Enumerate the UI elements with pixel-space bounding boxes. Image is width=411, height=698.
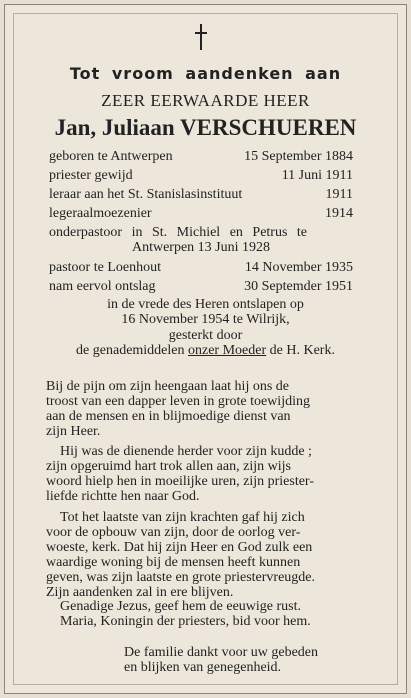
paragraph-line: Zijn aandenken zal in ere blijven. [46, 585, 234, 600]
event-date: 30 Septemder 1951 [244, 279, 353, 294]
event-label: geboren te Antwerpen [49, 149, 173, 164]
paragraph-line: geven, was zijn laatste en grote priestervreugde. [46, 570, 316, 585]
paragraph-line: Tot het laatste van zijn krachten gaf hij zich [60, 510, 305, 525]
paragraph-line: woord hielp hen in moeilijke uren, zijn priester- [46, 474, 314, 489]
prayer-line: Maria, Koningin der priesters, bid voor hem. [60, 614, 311, 629]
event-date: 15 September 1884 [244, 149, 353, 164]
event-row [49, 206, 353, 222]
paragraph-line: woeste, kerk. Dat hij zijn Heer en God zulk een [46, 540, 313, 555]
death-line: in de vrede des Heren ontslapen op [107, 297, 304, 312]
death-line: 16 November 1954 te Wilrijk, [121, 312, 290, 327]
event-date: 1914 [325, 206, 353, 221]
event-label: nam eervol ontslag [49, 279, 156, 294]
paragraph-line: waardige woning bij de mensen heeft kunnen [46, 555, 301, 570]
sacraments-line [0, 343, 411, 359]
event-date: 1911 [325, 187, 353, 202]
event-row [49, 149, 353, 165]
paragraph-line: troost van een dapper leven in grote toewijding [46, 394, 310, 409]
event-label: pastoor te Loenhout [49, 260, 161, 275]
event-row [49, 225, 353, 241]
paragraph-line: Bij de pijn om zijn heengaan laat hij ons de [46, 379, 289, 394]
event-row [49, 187, 353, 203]
paragraph-line: voor de opbouw van zijn, door de oorlog ver- [46, 525, 301, 540]
event-label: Antwerpen 13 Juni 1928 [131, 240, 271, 255]
event-label: priester gewijd [49, 168, 133, 183]
event-label: legeraalmoezenier [49, 206, 152, 221]
event-date: 11 Juni 1911 [281, 168, 353, 183]
closing-line: De familie dankt voor uw gebeden [124, 645, 318, 660]
prayer-line: Genadige Jezus, geef hem de eeuwige rust. [60, 599, 302, 614]
paragraph-line: zijn opgeruimd hart trok allen aan, zijn wijs [46, 459, 291, 474]
sacraments-underlined: onzer Moeder [188, 343, 267, 358]
paragraph-line: aan de mensen en in blijmoedige dienst van [46, 409, 291, 424]
event-row [49, 168, 353, 184]
event-label: leraar aan het St. Stanislasinstituut [49, 187, 243, 202]
event-label: onderpastoor in St. Michiel en Petrus te [49, 225, 308, 240]
event-row [49, 240, 353, 256]
paragraph-line: Hij was de dienende herder voor zijn kudde ; [60, 444, 312, 459]
sacraments-text: de genademiddelen [76, 343, 188, 358]
paragraph-line: liefde richtte hen naar God. [46, 489, 200, 504]
cross-icon [194, 24, 208, 50]
death-line: gesterkt door [168, 328, 243, 343]
paragraph-line: zijn Heer. [46, 424, 101, 439]
deceased-name: Jan, Juliaan VERSCHUEREN [54, 115, 357, 140]
event-row [49, 260, 353, 276]
intro-heading: Tot vroom aandenken aan [69, 64, 342, 83]
event-date: 14 November 1935 [244, 260, 353, 275]
closing-line: en blijken van genegenheid. [124, 660, 282, 675]
title-line: ZEER EERWAARDE HEER [101, 91, 310, 110]
sacraments-text-end: de H. Kerk. [266, 343, 335, 358]
event-row [49, 279, 353, 295]
